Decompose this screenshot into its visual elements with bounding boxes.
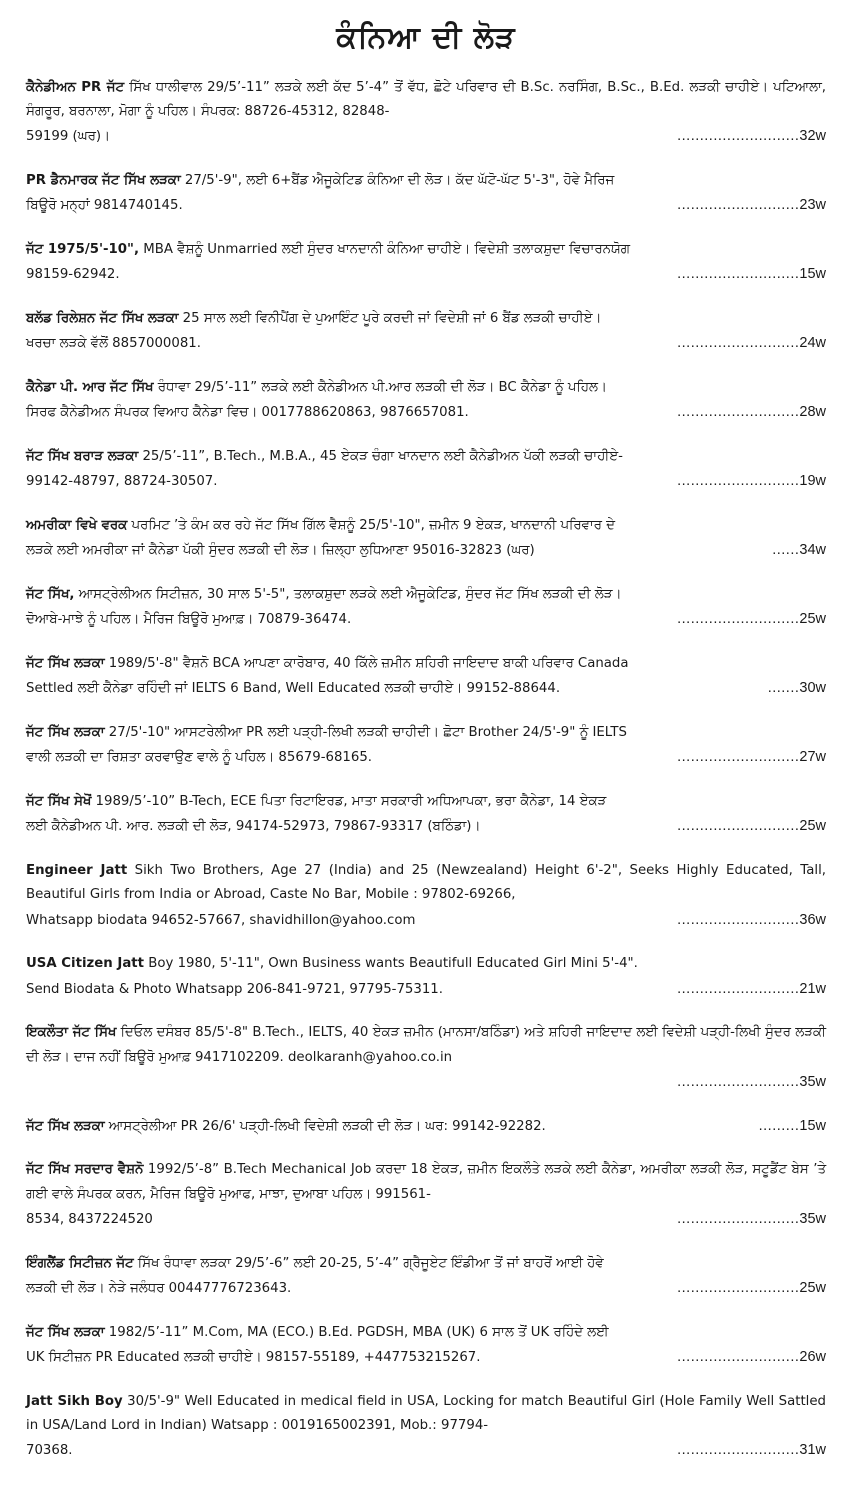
- classified-ad: [26, 514, 826, 563]
- ad-text: ਰੰਧਾਵਾ 29/5’-11” ਲੜਕੇ ਲਈ ਕੈਨੇਡੀਅਨ ਪੀ.ਆਰ ਲੜਕੀ ਦੀ ਲੋੜ। BC ਕੈਨੇਡਾ ਨੂੰ ਪਹਿਲ।: [153, 380, 607, 396]
- classified-ad: [26, 76, 826, 150]
- ad-reference: [677, 1070, 826, 1094]
- ad-contact-text: [26, 1439, 73, 1463]
- ad-headline: ਜੱਟ ਸਿੱਖ ਸਰਦਾਰ ਵੈਸ਼ਨੋ: [26, 1162, 144, 1178]
- ad-contact: 98159-62942.: [26, 267, 120, 283]
- ad-code: 24w: [799, 335, 826, 352]
- ad-body: [26, 376, 826, 400]
- ad-body: [26, 1158, 826, 1206]
- ad-reference: [677, 908, 826, 932]
- ad-contact-text: [26, 677, 560, 701]
- ad-code: 28w: [799, 404, 826, 421]
- ad-code: 23w: [799, 197, 826, 214]
- ad-last-line: [26, 193, 826, 218]
- ad-body: [26, 1390, 826, 1438]
- ad-last-line: [26, 977, 826, 1002]
- ad-text: 1992/5’-8” B.Tech Mechanical Job ਕਰਦਾ 18 ਏਕੜ, ਜ਼ਮੀਨ ਇਕਲੌਤੇ ਲੜਕੇ ਲਈ ਕੈਨੇਡਾ, ਅਮਰੀਕਾ ਲੜਕੀ ਲੋੜ, ਸਟੂਡੈਂਟ ਬੇਸ ’ਤੇ ਗਈ ਵਾਲੇ ਸੰਪਰਕ ਕਰਨ, ਮੈਰਿਜ ਬਿਊਰੋ ਮੁਆਫ, ਮਾਝਾ, ਦੁਆਬਾ ਪਹਿਲ। 991561-: [26, 1162, 826, 1202]
- ad-last-line: [26, 1276, 826, 1301]
- ad-body: [26, 859, 826, 907]
- ad-contact-text: [26, 470, 217, 494]
- ad-contact: Send Biodata & Photo Whatsapp 206-841-9721, 97795-75311.: [26, 981, 443, 997]
- ad-headline: ਜੱਟ ਸਿੱਖ ਲੜਕਾ: [26, 1118, 105, 1134]
- ad-reference: [768, 676, 826, 700]
- ad-headline: ਜੱਟ ਸਿੱਖ,: [26, 587, 75, 603]
- ad-code: 15w: [799, 266, 826, 283]
- dot-leader: ...........................: [677, 611, 800, 628]
- ad-code: 26w: [799, 1348, 826, 1365]
- classified-ad: [26, 952, 826, 1001]
- ad-contact: ਲੜਕੇ ਲਈ ਅਮਰੀਕਾ ਜਾਂ ਕੈਨੇਡਾ ਪੱਕੀ ਸੁੰਦਰ ਲੜਕੀ ਦੀ ਲੋੜ। ਜ਼ਿਲ੍ਹਾ ਲੁਧਿਆਣਾ 95016-32823 (ਘਰ): [26, 543, 535, 559]
- ad-contact-text: [26, 1115, 546, 1139]
- ad-last-line: [26, 1207, 826, 1232]
- ad-contact-text: [26, 263, 120, 287]
- classified-ad: [26, 376, 826, 425]
- classified-ad: [26, 1021, 826, 1094]
- ad-reference: [677, 1207, 826, 1231]
- ad-code: 34w: [799, 542, 826, 559]
- dot-leader: ...........................: [677, 1073, 800, 1090]
- dot-leader: ...........................: [677, 473, 800, 490]
- ad-contact: ਸਿਰਫ ਕੈਨੇਡੀਅਨ ਸੰਪਰਕ ਵਿਆਹ ਕੈਨੇਡਾ ਵਿਚ। 0017788620863, 9876657081.: [26, 405, 469, 421]
- ad-reference: [677, 1438, 826, 1462]
- ad-last-line: [26, 745, 826, 770]
- ad-last-line: [26, 1438, 826, 1463]
- ad-reference: [677, 977, 826, 1001]
- ad-contact: ਬਿਊਰੋ ਮਨ੍ਹਾਂ 9814740145.: [26, 198, 183, 214]
- ad-code: 35w: [799, 1210, 826, 1227]
- dot-leader: ......: [772, 542, 800, 559]
- ad-last-line: [26, 469, 826, 494]
- ad-contact: 59199 (ਘਰ)।: [26, 129, 111, 145]
- ad-contact: 8534, 8437224520: [26, 1211, 153, 1227]
- classified-ad: [26, 1390, 826, 1464]
- ad-reference: [677, 400, 826, 424]
- ad-headline: ਜੱਟ ਸਿੱਖ ਲੜਕਾ: [26, 656, 105, 672]
- ad-last-line: [26, 1345, 826, 1370]
- ad-headline: ਜੱਟ ਸਿੱਖ ਬਰਾੜ ਲੜਕਾ: [26, 449, 139, 465]
- dot-leader: ...........................: [677, 128, 800, 145]
- ad-contact-text: [26, 125, 110, 149]
- ad-contact: ਆਸਟ੍ਰੇਲੀਆ PR 26/6' ਪੜ੍ਹੀ-ਲਿਖੀ ਵਿਦੇਸ਼ੀ ਲੜਕੀ ਦੀ ਲੋੜ। ਘਰ: 99142-92282.: [104, 1118, 546, 1134]
- ad-headline: ਬਲੱਡ ਰਿਲੇਸ਼ਨ ਜੱਟ ਸਿੱਖ ਲੜਕਾ: [26, 311, 179, 327]
- ad-body: [26, 1252, 826, 1276]
- classified-ad: [26, 1158, 826, 1232]
- ad-contact: ਦੋਆਬੇ-ਮਾਝੇ ਨੂੰ ਪਹਿਲ। ਮੈਰਿਜ ਬਿਊਰੋ ਮੁਆਫ਼। 70879-36474.: [26, 612, 352, 628]
- ad-code: 31w: [799, 1442, 826, 1459]
- ad-last-line: [26, 1070, 826, 1094]
- ad-text: Sikh Two Brothers, Age 27 (India) and 25 (Newzealand) Height 6'-2", Seeks Highly Educated, Tall, Beautiful Girls from India or Abroad, Caste No Bar, Mobile : 97802-69266,: [26, 863, 826, 903]
- ad-contact-text: [26, 332, 201, 356]
- ad-text: 1989/5'-8" ਵੈਸ਼ਨੋ BCA ਆਪਣਾ ਕਾਰੋਬਾਰ, 40 ਕਿੱਲੇ ਜ਼ਮੀਨ ਸ਼ਹਿਰੀ ਜਾਇਦਾਦ ਬਾਕੀ ਪਰਿਵਾਰ Canada: [104, 656, 629, 672]
- ad-reference: [677, 814, 826, 838]
- ad-body: [26, 76, 826, 124]
- ad-last-line: [26, 262, 826, 287]
- ad-text: ਆਸਟ੍ਰੇਲੀਅਨ ਸਿਟੀਜ਼ਨ, 30 ਸਾਲ 5'-5", ਤਲਾਕਸ਼ੁਦਾ ਲੜਕੇ ਲਈ ਐਜੂਕੇਟਿਡ, ਸੁੰਦਰ ਜੱਟ ਸਿੱਖ ਲੜਕੀ ਦੀ ਲੋੜ।: [74, 587, 622, 603]
- dot-leader: .........: [758, 1117, 800, 1134]
- ad-body: [26, 514, 826, 538]
- ad-reference: [677, 1276, 826, 1300]
- ad-reference: [677, 262, 826, 286]
- ad-reference: [677, 1345, 826, 1369]
- ad-contact: ਖਰਚਾ ਲੜਕੇ ਵੱਲੋਂ 8857000081.: [26, 336, 201, 352]
- ad-contact: ਵਾਲੀ ਲੜਕੀ ਦਾ ਰਿਸ਼ਤਾ ਕਰਵਾਉਣ ਵਾਲੇ ਨੂੰ ਪਹਿਲ। 85679-68165.: [26, 750, 373, 766]
- ad-contact-text: [26, 746, 372, 770]
- ad-contact-text: [26, 1277, 291, 1301]
- ad-reference: [772, 538, 826, 562]
- ad-text: 1989/5’-10” B-Tech, ECE ਪਿਤਾ ਰਿਟਾਇਰਡ, ਮਾਤਾ ਸਰਕਾਰੀ ਅਧਿਆਪਕਾ, ਭਰਾ ਕੈਨੇਡਾ, 14 ਏਕੜ: [91, 794, 607, 810]
- dot-leader: ...........................: [677, 197, 800, 214]
- classified-ad: [26, 307, 826, 356]
- ad-contact-text: [26, 608, 351, 632]
- ad-last-line: [26, 124, 826, 149]
- dot-leader: .......: [767, 680, 800, 697]
- ad-text: MBA ਵੈਸ਼ਨੂੰ Unmarried ਲਈ ਸੁੰਦਰ ਖਾਨਦਾਨੀ ਕੰਨਿਆ ਚਾਹੀਏ। ਵਿਦੇਸ਼ੀ ਤਲਾਕਸ਼ੁਦਾ ਵਿਚਾਰਨਯੋਗ: [139, 242, 630, 258]
- classifieds-page: [26, 14, 826, 1483]
- ad-text: ਸਿੱਖ ਧਾਲੀਵਾਲ 29/5’-11” ਲੜਕੇ ਲਈ ਕੱਦ 5’-4” ਤੋਂ ਵੱਧ, ਛੋਟੇ ਪਰਿਵਾਰ ਦੀ B.Sc. ਨਰਸਿੰਗ, B.Sc., B.Ed. ਲੜਕੀ ਚਾਹੀਏ। ਪਟਿਆਲਾ, ਸੰਗਰੂਰ, ਬਰਨਾਲਾ, ਮੋਗਾ ਨੂੰ ਪਹਿਲ। ਸੰਪਰਕ: 88726-45312, 82848-: [26, 80, 826, 120]
- classified-ad: [26, 583, 826, 632]
- ad-body: [26, 721, 826, 745]
- ad-headline: ਇੰਗਲੈਂਡ ਸਿਟੀਜ਼ਨ ਜੱਟ: [26, 1255, 134, 1271]
- ad-body: [26, 238, 826, 262]
- ad-contact: ਲਈ ਕੈਨੇਡੀਅਨ ਪੀ. ਆਰ. ਲੜਕੀ ਦੀ ਲੋੜ, 94174-52973, 79867-93317 (ਬਠਿੰਡਾ)।: [26, 819, 481, 835]
- ad-last-line: [26, 1114, 826, 1139]
- classified-ad: [26, 790, 826, 839]
- ad-code: 30w: [799, 680, 826, 697]
- ad-contact-text: [26, 539, 535, 563]
- ad-reference: [677, 469, 826, 493]
- classified-ad: [26, 652, 826, 701]
- ad-reference: [759, 1114, 826, 1138]
- ad-reference: [677, 331, 826, 355]
- ad-reference: [677, 607, 826, 631]
- classified-ad: [26, 238, 826, 287]
- classified-ad: [26, 169, 826, 218]
- ad-contact-text: [26, 1208, 153, 1232]
- ads-list: [26, 76, 826, 1463]
- dot-leader: ...........................: [677, 1279, 800, 1296]
- ad-headline: ਜੱਟ ਸਿੱਖ ਲੜਕਾ: [26, 1324, 105, 1340]
- dot-leader: ...........................: [677, 404, 800, 421]
- ad-headline: ਕੈਨੇਡੀਅਨ PR ਜੱਟ: [26, 80, 124, 95]
- ad-headline: ਅਮਰੀਕਾ ਵਿਖੇ ਵਰਕ: [26, 518, 128, 534]
- ad-text: 27/5'-10" ਆਸਟਰੇਲੀਆ PR ਲਈ ਪੜ੍ਹੀ-ਲਿਖੀ ਲੜਕੀ ਚਾਹੀਦੀ। ਛੋਟਾ Brother 24/5'-9" ਨੂੰ IELTS: [104, 725, 627, 741]
- dot-leader: ...........................: [677, 1348, 800, 1365]
- ad-body: [26, 652, 826, 676]
- ad-headline: USA Citizen Jatt: [26, 956, 145, 972]
- ad-body: [26, 445, 826, 469]
- ad-headline: PR ਡੈਨਮਾਰਕ ਜੱਟ ਸਿੱਖ ਲੜਕਾ: [26, 173, 181, 189]
- ad-body: [26, 1321, 826, 1345]
- ad-text: ਦਿਓਲ ਦਸੰਬਰ 85/5'-8" B.Tech., IELTS, 40 ਏਕੜ ਜ਼ਮੀਨ (ਮਾਨਸਾ/ਬਠਿੰਡਾ) ਅਤੇ ਸ਼ਹਿਰੀ ਜਾਇਦਾਦ ਲਈ ਵਿਦੇਸ਼ੀ ਪੜ੍ਹੀ-ਲਿਖੀ ਸੁੰਦਰ ਲੜਕੀ ਦੀ ਲੋੜ। ਦਾਜ ਨਹੀਂ ਬਿਊਰੋ ਮੁਆਫ਼ 9417102209. deolkaranh@yahoo.co.in: [26, 1025, 826, 1065]
- ad-contact: 70368.: [26, 1443, 73, 1459]
- classified-ad: [26, 1252, 826, 1301]
- ad-code: 36w: [799, 911, 826, 928]
- dot-leader: ...........................: [677, 1442, 800, 1459]
- ad-text: 30/5'-9" Well Educated in medical field in USA, Locking for match Beautiful Girl (Hole Family Well Sattled in USA/Land Lord in Indian) Watsapp : 0019165002391, Mob.: 97794-: [26, 1393, 826, 1433]
- dot-leader: ...........................: [677, 911, 800, 928]
- dot-leader: ...........................: [677, 335, 800, 352]
- ad-body: [26, 1021, 826, 1069]
- ad-body: [26, 952, 826, 976]
- ad-body: [26, 307, 826, 331]
- ad-code: 32w: [799, 128, 826, 145]
- classified-ad: [26, 445, 826, 494]
- ad-contact-text: [26, 1346, 481, 1370]
- ad-last-line: [26, 331, 826, 356]
- ad-code: 25w: [799, 611, 826, 628]
- ad-last-line: [26, 538, 826, 563]
- ad-code: 25w: [799, 818, 826, 835]
- ad-last-line: [26, 607, 826, 632]
- ad-code: 27w: [799, 749, 826, 766]
- ad-contact: ਲੜਕੀ ਦੀ ਲੋੜ। ਨੇੜੇ ਜਲੰਧਰ 00447776723643.: [26, 1280, 292, 1296]
- classified-ad: [26, 859, 826, 933]
- ad-text: 27/5'-9", ਲਈ 6+ਬੈਂਡ ਐਜੂਕੇਟਿਡ ਕੰਨਿਆ ਦੀ ਲੋੜ। ਕੱਦ ਘੱਟੋ-ਘੱਟ 5'-3", ਹੋਵੇ ਮੈਰਿਜ: [180, 173, 615, 189]
- ad-headline: ਕੈਨੇਡਾ ਪੀ. ਆਰ ਜੱਟ ਸਿੱਖ: [26, 380, 154, 396]
- ad-last-line: [26, 908, 826, 933]
- ad-code: 21w: [799, 980, 826, 997]
- ad-headline: Jatt Sikh Boy: [26, 1393, 123, 1409]
- dot-leader: ...........................: [677, 818, 800, 835]
- ad-text: ਸਿੱਖ ਰੰਧਾਵਾ ਲੜਕਾ 29/5’-6” ਲਈ 20-25, 5’-4” ਗ੍ਰੈਜੂਏਟ ਇੰਡੀਆ ਤੋਂ ਜਾਂ ਬਾਹਰੋਂ ਆਈ ਹੋਵੇ: [133, 1255, 604, 1271]
- ad-text: Boy 1980, 5'-11", Own Business wants Beautifull Educated Girl Mini 5'-4".: [144, 956, 638, 972]
- ad-reference: [677, 193, 826, 217]
- classified-ad: [26, 1321, 826, 1370]
- dot-leader: ...........................: [677, 266, 800, 283]
- ad-text: 25/5’-11”, B.Tech., M.B.A., 45 ਏਕੜ ਚੰਗਾ ਖਾਨਦਾਨ ਲਈ ਕੈਨੇਡੀਅਨ ਪੱਕੀ ਲੜਕੀ ਚਾਹੀਏ-: [138, 449, 623, 465]
- ad-contact: 99142-48797, 88724-30507.: [26, 474, 218, 490]
- ad-headline: ਜੱਟ 1975/5'-10",: [26, 242, 140, 258]
- dot-leader: ...........................: [677, 749, 800, 766]
- classified-ad: [26, 721, 826, 770]
- ad-text: 25 ਸਾਲ ਲਈ ਵਿਨੀਪੈਂਗ ਦੇ ਪੁਆਇੰਟ ਪੂਰੇ ਕਰਦੀ ਜਾਂ ਵਿਦੇਸ਼ੀ ਜਾਂ 6 ਬੈਂਡ ਲੜਕੀ ਚਾਹੀਏ।: [178, 311, 602, 327]
- ad-last-line: [26, 814, 826, 839]
- ad-body: [26, 583, 826, 607]
- ad-contact-text: [26, 909, 415, 933]
- ad-body: [26, 790, 826, 814]
- dot-leader: ...........................: [677, 1210, 800, 1227]
- ad-contact: Settled ਲਈ ਕੈਨੇਡਾ ਰਹਿੰਦੀ ਜਾਂ IELTS 6 Band, Well Educated ਲੜਕੀ ਚਾਹੀਏ। 99152-88644.: [26, 681, 561, 697]
- ad-code: 19w: [799, 473, 826, 490]
- ad-text: 1982/5’-11” M.Com, MA (ECO.) B.Ed. PGDSH, MBA (UK) 6 ਸਾਲ ਤੋਂ UK ਰਹਿੰਦੇ ਲਈ: [104, 1324, 609, 1340]
- ad-contact-text: [26, 978, 443, 1002]
- ad-contact-text: [26, 194, 183, 218]
- ad-contact-text: [26, 815, 480, 839]
- ad-contact-text: [26, 401, 469, 425]
- ad-reference: [677, 745, 826, 769]
- ad-body: [26, 169, 826, 193]
- ad-headline: ਜੱਟ ਸਿੱਖ ਲੜਕਾ: [26, 725, 105, 741]
- ad-contact: Whatsapp biodata 94652-57667, shavidhillon@yahoo.com: [26, 912, 416, 928]
- ad-headline: Engineer Jatt: [26, 863, 128, 879]
- ad-last-line: [26, 676, 826, 701]
- page-title: ਕੰਨਿਆ ਦੀ ਲੋੜ: [336, 20, 516, 55]
- ad-text: ਪਰਮਿਟ ’ਤੇ ਕੰਮ ਕਰ ਰਹੇ ਜੱਟ ਸਿੱਖ ਗਿੱਲ ਵੈਸ਼ਨੂੰ 25/5'-10", ਜ਼ਮੀਨ 9 ਏਕੜ, ਖਾਨਦਾਨੀ ਪਰਿਵਾਰ ਦੇ: [127, 518, 615, 534]
- ad-code: 15w: [799, 1117, 826, 1134]
- dot-leader: ...........................: [677, 980, 800, 997]
- ad-reference: [677, 124, 826, 148]
- ad-contact: UK ਸਿਟੀਜ਼ਨ PR Educated ਲੜਕੀ ਚਾਹੀਏ। 98157-55189, +447753215267.: [26, 1349, 481, 1365]
- ad-code: 25w: [799, 1279, 826, 1296]
- ad-headline: ਇਕਲੌਤਾ ਜੱਟ ਸਿੱਖ: [26, 1025, 117, 1041]
- ad-code: 35w: [799, 1073, 826, 1090]
- ad-last-line: [26, 400, 826, 425]
- ad-headline: ਜੱਟ ਸਿੱਖ ਸੇਖੋਂ: [26, 794, 92, 810]
- classified-ad: [26, 1114, 826, 1139]
